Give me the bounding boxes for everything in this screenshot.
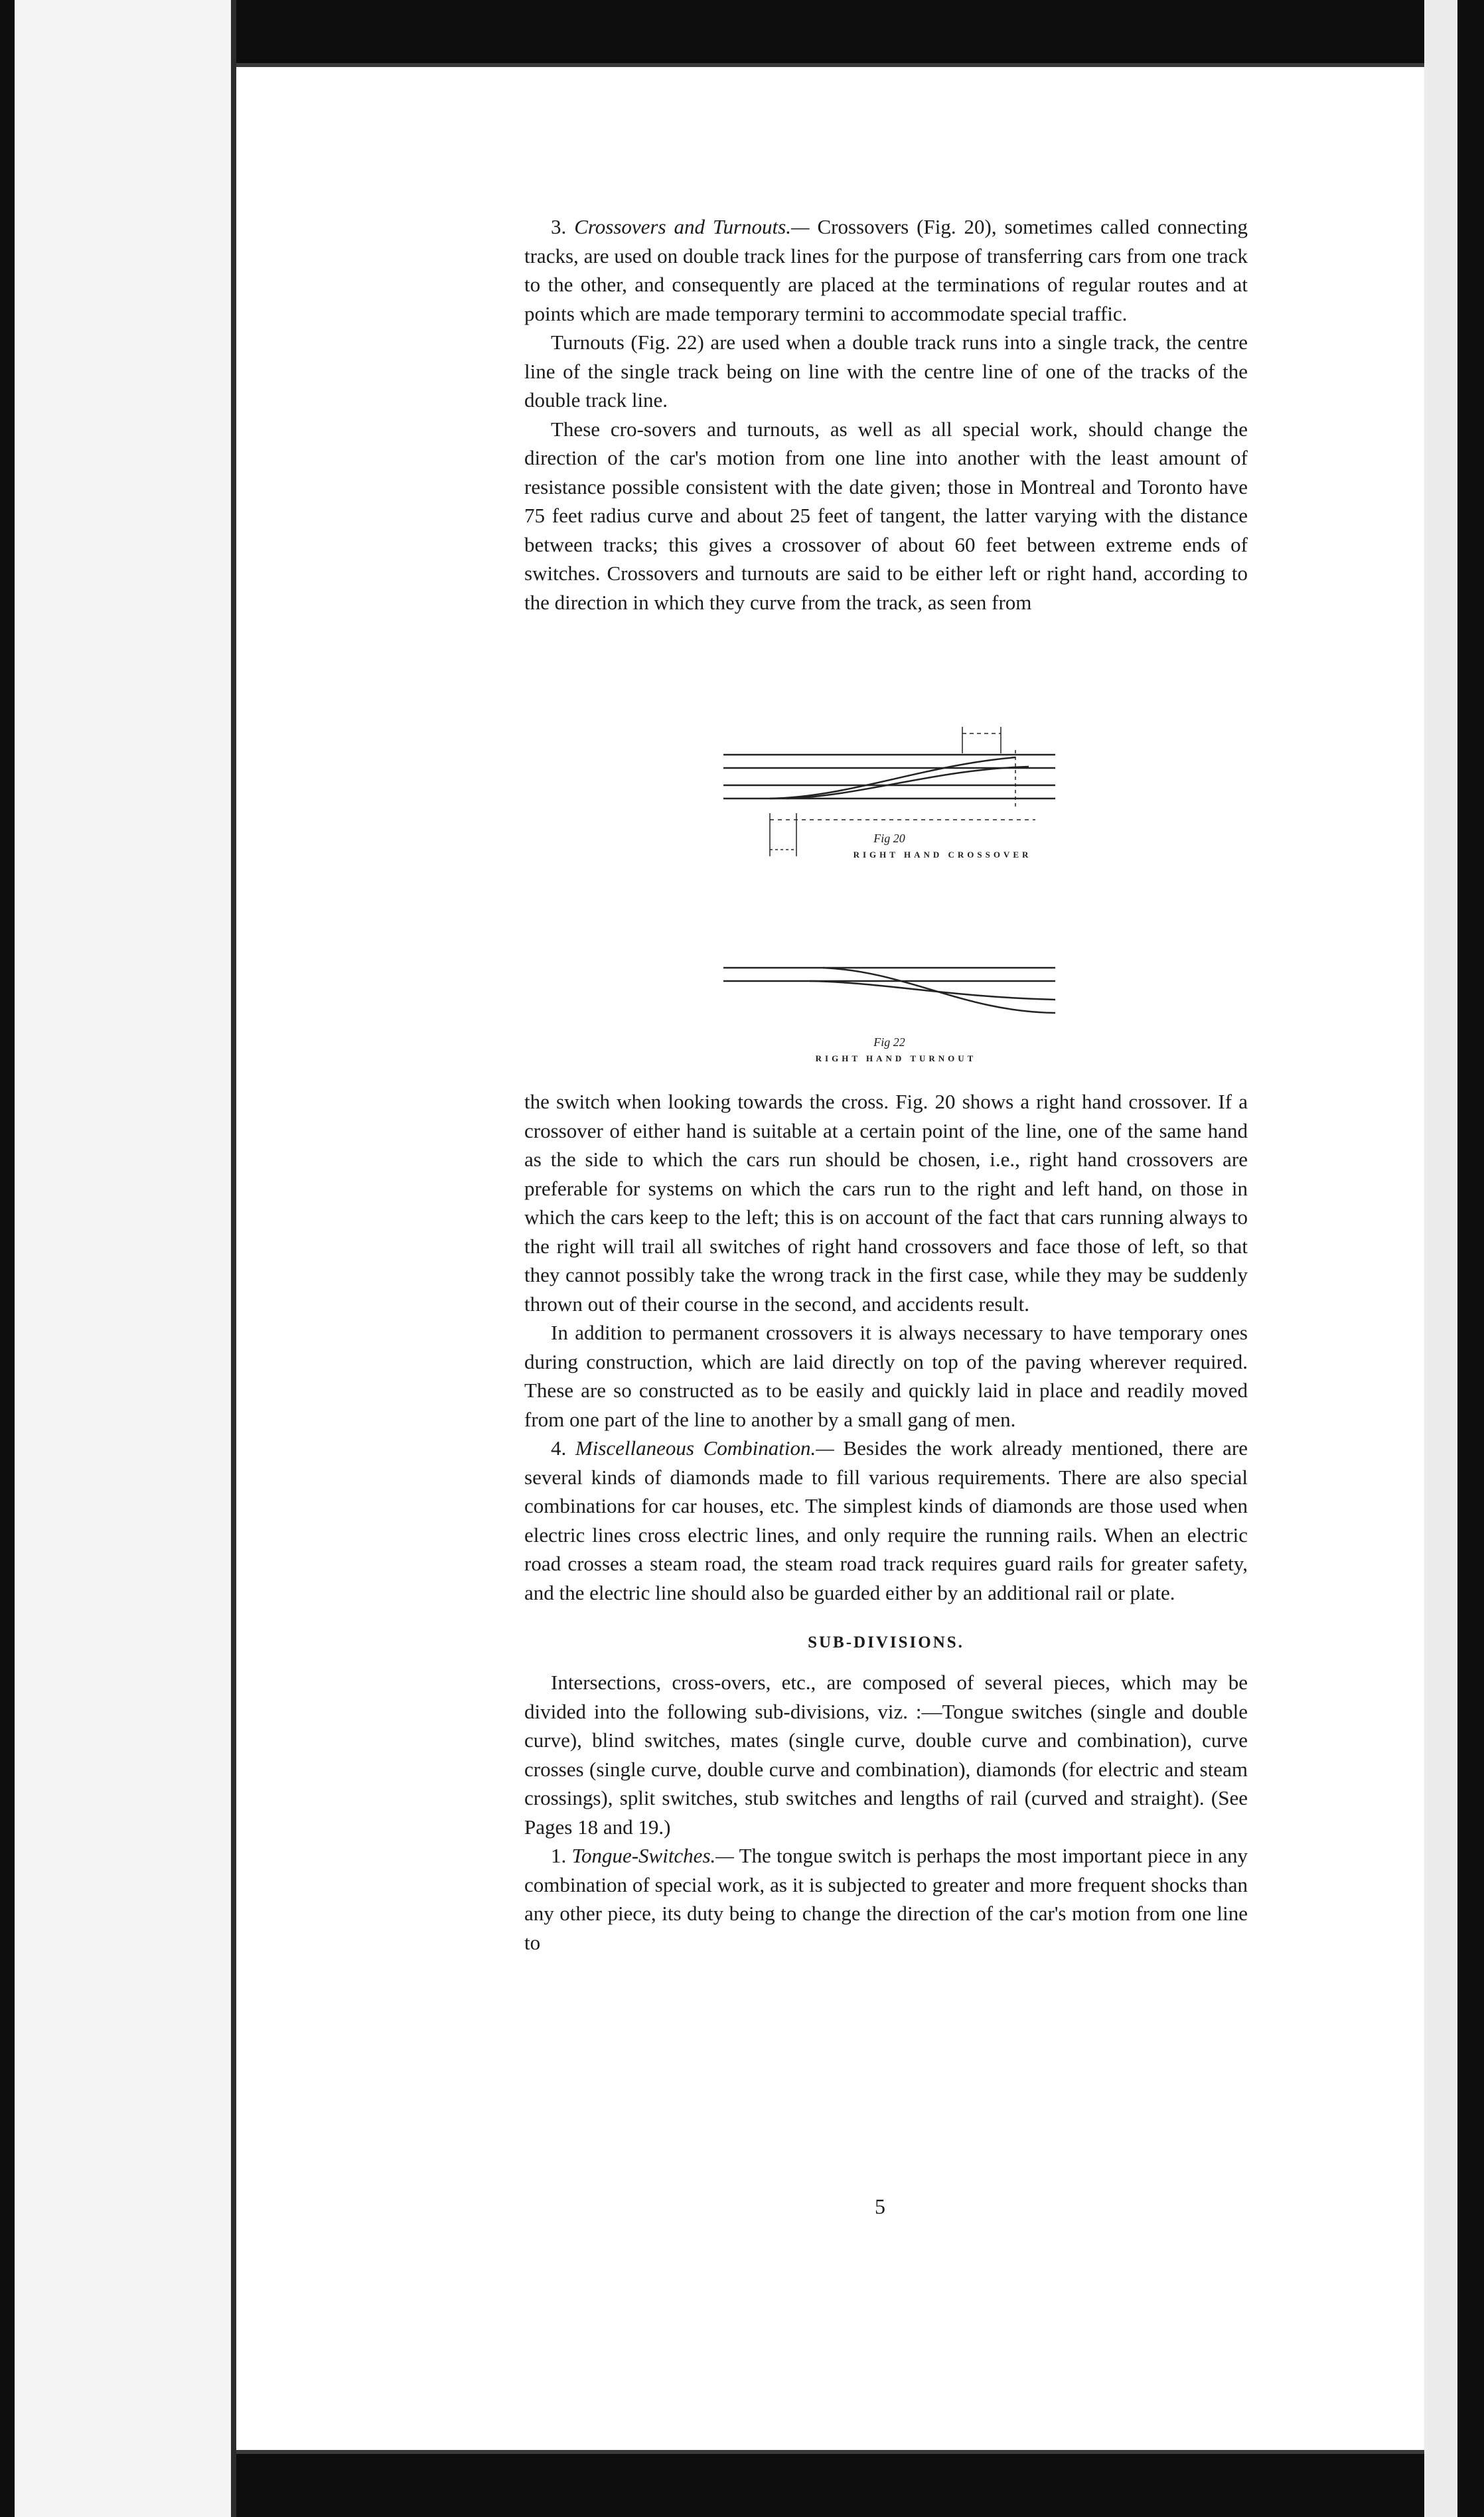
page-number: 5 bbox=[875, 2194, 885, 2218]
figure-22-caption: Fig 22 bbox=[873, 1035, 905, 1049]
scan-border-right bbox=[1457, 0, 1484, 2517]
section-number: 4. bbox=[551, 1436, 567, 1460]
section-number: 3. bbox=[551, 215, 567, 238]
page-bottom-edge bbox=[236, 2450, 1424, 2454]
turnout-diagram bbox=[723, 956, 1062, 1029]
subdivisions-heading: SUB-DIVISIONS. bbox=[808, 1634, 964, 1651]
paragraph-subdivisions: Intersections, cross-overs, etc., are composed of several pieces, which may be divided into the following sub-divisions, viz. :—Tongue switches (single and double curve), blind switches, mates (single curve, double curve and combination), curve crosses (single curve, double curve and combination), diamonds (for electric and steam crossings), split switches, stub switches and lengths of rail (curved and straight). (See Pages 18 and 19.) bbox=[524, 1671, 1248, 1839]
scan-border-left bbox=[0, 0, 15, 2517]
paragraph-crossovers-intro bbox=[524, 212, 1248, 328]
section-title: Tongue-Switches.— bbox=[571, 1844, 734, 1867]
page-gutter bbox=[231, 0, 236, 2517]
paragraph-temporary-crossovers: In addition to permanent crossovers it is always necessary to have temporary ones during construction, which are laid directly on top of the paving wherever required. These are so constructed as to be easily and quickly laid in place and readily moved from one part of the line to another by a small gang of men. bbox=[524, 1321, 1248, 1431]
paragraph-direction: These cro-sovers and turnouts, as well as all special work, should change the direction of the car's motion from one line into another with the least amount of resistance possible consistent with the date given; those in Montreal and Toronto have 75 feet radius curve and about 25 feet of tangent, the latter varying with the distance between tracks; this gives a crossover of about 60 feet between extreme ends of switches. Crossovers and turnouts are said to be either left or right hand, according to the direction in which they curve from the track, as seen from bbox=[524, 417, 1248, 614]
paragraph-misc-combination bbox=[524, 1434, 1248, 1607]
figure-22-subcaption: RIGHT HAND TURNOUT bbox=[815, 1053, 977, 1063]
crossover-rail bbox=[770, 757, 1015, 799]
paragraph-switch-direction: the switch when looking towards the cross. Fig. 20 shows a right hand crossover. If a crossover of either hand is suitable at a certain point of the line, one of the same hand as the side to which the cars run should be chosen, i.e., right hand crossovers are preferable for systems on which the cars run to the right and left hand, on those in which the cars keep to the left; this is on account of the fact that cars running always to the right will trail all switches of right hand crossovers and face those of left, so that they cannot possibly take the wrong track in the first case, while they may be suddenly thrown out of their course in the second, and accidents result. bbox=[524, 1090, 1248, 1316]
figure-20-caption: Fig 20 bbox=[873, 832, 905, 845]
paragraph-text: Crossovers (Fig. 20), sometimes called connecting tracks, are used on double track lines for the purpose of transferring cars from one track to the other, and consequently are placed at the terminations of regular routes and at points which are made temporary termini to accommodate special traffic. bbox=[524, 215, 1248, 325]
section-title: Miscellaneous Combination.— bbox=[575, 1436, 834, 1460]
figure-20-subcaption: RIGHT HAND CROSSOVER bbox=[853, 850, 1032, 860]
facing-page-margin bbox=[15, 0, 232, 2517]
paragraph-tongue-switches bbox=[524, 1841, 1248, 1957]
text-block-bottom bbox=[524, 1087, 1248, 1957]
figure-20 bbox=[723, 714, 1062, 873]
section-title: Crossovers and Turnouts.— bbox=[574, 215, 810, 238]
crossover-diagram bbox=[723, 714, 1062, 873]
figure-22 bbox=[723, 956, 1062, 1075]
section-number: 1. bbox=[551, 1844, 567, 1867]
page-top-edge bbox=[236, 63, 1424, 67]
paragraph-turnouts: Turnouts (Fig. 22) are used when a double track runs into a single track, the centre line of the single track being on line with the centre line of one of the tracks of the double track line. bbox=[524, 331, 1248, 412]
paragraph-text: Besides the work already mentioned, there are several kinds of diamonds made to fill various requirements. There are also special combinations for car houses, etc. The simplest kinds of diamonds are those used when electric lines cross electric lines, and only require the running rails. When an electric road crosses a steam road, the steam road track requires guard rails for greater safety, and the electric line should also be guarded either by an additional rail or plate. bbox=[524, 1436, 1248, 1604]
turnout-rail bbox=[823, 968, 1055, 1013]
text-block-top bbox=[524, 212, 1248, 617]
page-right-margin bbox=[1424, 0, 1457, 2517]
paragraph-text: The tongue switch is perhaps the most important piece in any combination of special work, as it is subjected to greater and more frequent shocks than any other piece, its duty being to change the direction of the car's motion from one line to bbox=[524, 1844, 1248, 1954]
